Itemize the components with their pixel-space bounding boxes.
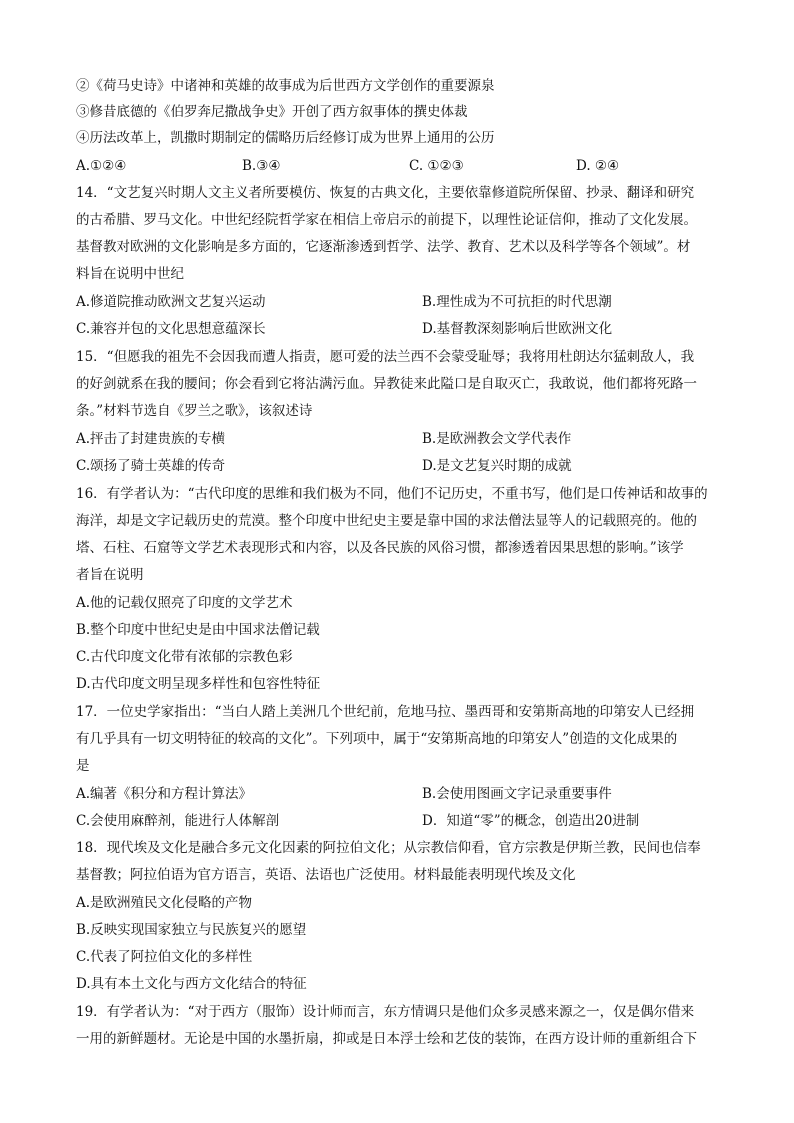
q14-option-b: B.理性成为不可抗拒的时代思潮 (422, 294, 612, 310)
q15-option-d: D.是文艺复兴时期的成就 (422, 458, 572, 474)
q14-options-row-2 (76, 320, 736, 338)
q13-option-b: B.③④ (242, 158, 281, 174)
q18-stem-line: 18．现代埃及文化是融合多元文化因素的阿拉伯文化；从宗教信仰看，官方宗教是伊斯兰教，民间也信奉 (76, 840, 701, 856)
q13-option-d: D. ②④ (576, 158, 620, 174)
q17-options-row-1 (76, 785, 736, 803)
q17-stem-line: 17．一位史学家指出：“当白人踏上美洲几个世纪前，危地马拉、墨西哥和安第斯高地的印第安人已经拥 (76, 704, 695, 720)
q14-option-c: C.兼容并包的文化思想意蕴深长 (76, 321, 266, 337)
q14-option-d: D.基督教深刻影响后世欧洲文化 (422, 321, 613, 337)
q14-stem-line: 料旨在说明中世纪 (76, 266, 184, 282)
q16-stem-line: 16．有学者认为：“古代印度的思维和我们极为不同，他们不记历史，不重书写，他们是口传神话和故事的 (76, 486, 708, 502)
q15-options-row-2 (76, 457, 736, 475)
q15-options-row-1 (76, 430, 736, 448)
q17-option-c: C.会使用麻醉剂，能进行人体解剖 (76, 813, 280, 829)
q13-statement-3: ③修昔底德的《伯罗奔尼撒战争史》开创了西方叙事体的撰史体裁 (76, 104, 468, 120)
q13-statement-2: ②《荷马史诗》中诸神和英雄的故事成为后世西方文学创作的重要源泉 (76, 78, 495, 94)
q15-stem-line: 15．“但愿我的祖先不会因我而遭人指责，愿可爱的法兰西不会蒙受耻辱；我将用杜朗达尔猛刺敌人，我 (76, 349, 695, 365)
q17-option-b: B.会使用图画文字记录重要事件 (422, 786, 612, 802)
q17-options-row-2 (76, 812, 736, 830)
q18-option-b: B.反映实现国家独立与民族复兴的愿望 (76, 922, 307, 938)
q17-stem-line: 有几乎具有一切文明特征的较高的文化”。下列项中，属于“安第斯高地的印第安人”创造的文化成果的 (76, 731, 678, 747)
q16-stem-line: 塔、石柱、石窟等文学艺术表现形式和内容，以及各民族的风俗习惯，都渗透着因果思想的影响。”该学 (76, 540, 684, 556)
q16-option-a: A.他的记载仅照亮了印度的文学艺术 (76, 595, 293, 611)
q15-stem-line: 条。”材料节选自《罗兰之歌》，该叙述诗 (76, 403, 313, 419)
q13-options (76, 157, 736, 175)
q18-option-c: C.代表了阿拉伯文化的多样性 (76, 949, 253, 965)
q14-options-row-1 (76, 293, 736, 311)
q15-stem-line: 的好剑就系在我的腰间；你会看到它将沾满污血。异教徒来此隘口是自取灭亡，我敢说，他们都将死路一 (76, 376, 697, 392)
q15-option-c: C.颂扬了骑士英雄的传奇 (76, 458, 226, 474)
q18-option-d: D.具有本土文化与西方文化结合的特征 (76, 976, 307, 992)
q17-stem-line: 是 (76, 758, 90, 774)
q17-option-d: D．知道“零”的概念，创造出20进制 (422, 813, 640, 829)
q16-option-d: D.古代印度文明呈现多样性和包容性特征 (76, 676, 321, 692)
q14-option-a: A.修道院推动欧洲文艺复兴运动 (76, 294, 266, 310)
q18-option-a: A.是欧洲殖民文化侵略的产物 (76, 895, 253, 911)
q16-option-b: B.整个印度中世纪史是由中国求法僧记载 (76, 622, 320, 638)
q15-option-a: A.抨击了封建贵族的专横 (76, 431, 226, 447)
q19-stem-line: 一用的新鲜题材。无论是中国的水墨折扇，抑或是日本浮士绘和艺伎的装饰，在西方设计师的重新组合下 (76, 1031, 697, 1047)
q16-stem-line: 海洋，却是文字记载历史的荒漠。整个印度中世纪史主要是靠中国的求法僧法显等人的记载照亮的。他的 (76, 513, 697, 529)
q13-statement-4: ④历法改革上，凯撒时期制定的儒略历后经修订成为世界上通用的公历 (76, 130, 495, 146)
q18-stem-line: 基督教；阿拉伯语为官方语言，英语、法语也广泛使用。材料最能表明现代埃及文化 (76, 867, 576, 883)
q13-option-a: A.①②④ (76, 158, 127, 174)
q16-stem-line: 者旨在说明 (76, 567, 144, 583)
q17-option-a: A.编著《积分和方程计算法》 (76, 786, 253, 802)
q14-stem-line: 的古希腊、罗马文化。中世纪经院哲学家在相信上帝启示的前提下，以理性论证信仰，推动了文化发展。 (76, 212, 697, 228)
q13-option-c: C. ①②③ (409, 158, 464, 174)
q15-option-b: B.是欧洲教会文学代表作 (422, 431, 572, 447)
q19-stem-line: 19．有学者认为：“对于西方（服饰）设计师而言，东方情调只是他们众多灵感来源之一，仅是偶尔借来 (76, 1004, 695, 1020)
q14-stem-line: 14．“文艺复兴时期人文主义者所要模仿、恢复的古典文化，主要依靠修道院所保留、抄录、翻译和研究 (76, 185, 695, 201)
q16-option-c: C.古代印度文化带有浓郁的宗教色彩 (76, 649, 293, 665)
q14-stem-line: 基督教对欧洲的文化影响是多方面的，它逐渐渗透到哲学、法学、教育、艺术以及科学等各个领域”。材 (76, 239, 691, 255)
